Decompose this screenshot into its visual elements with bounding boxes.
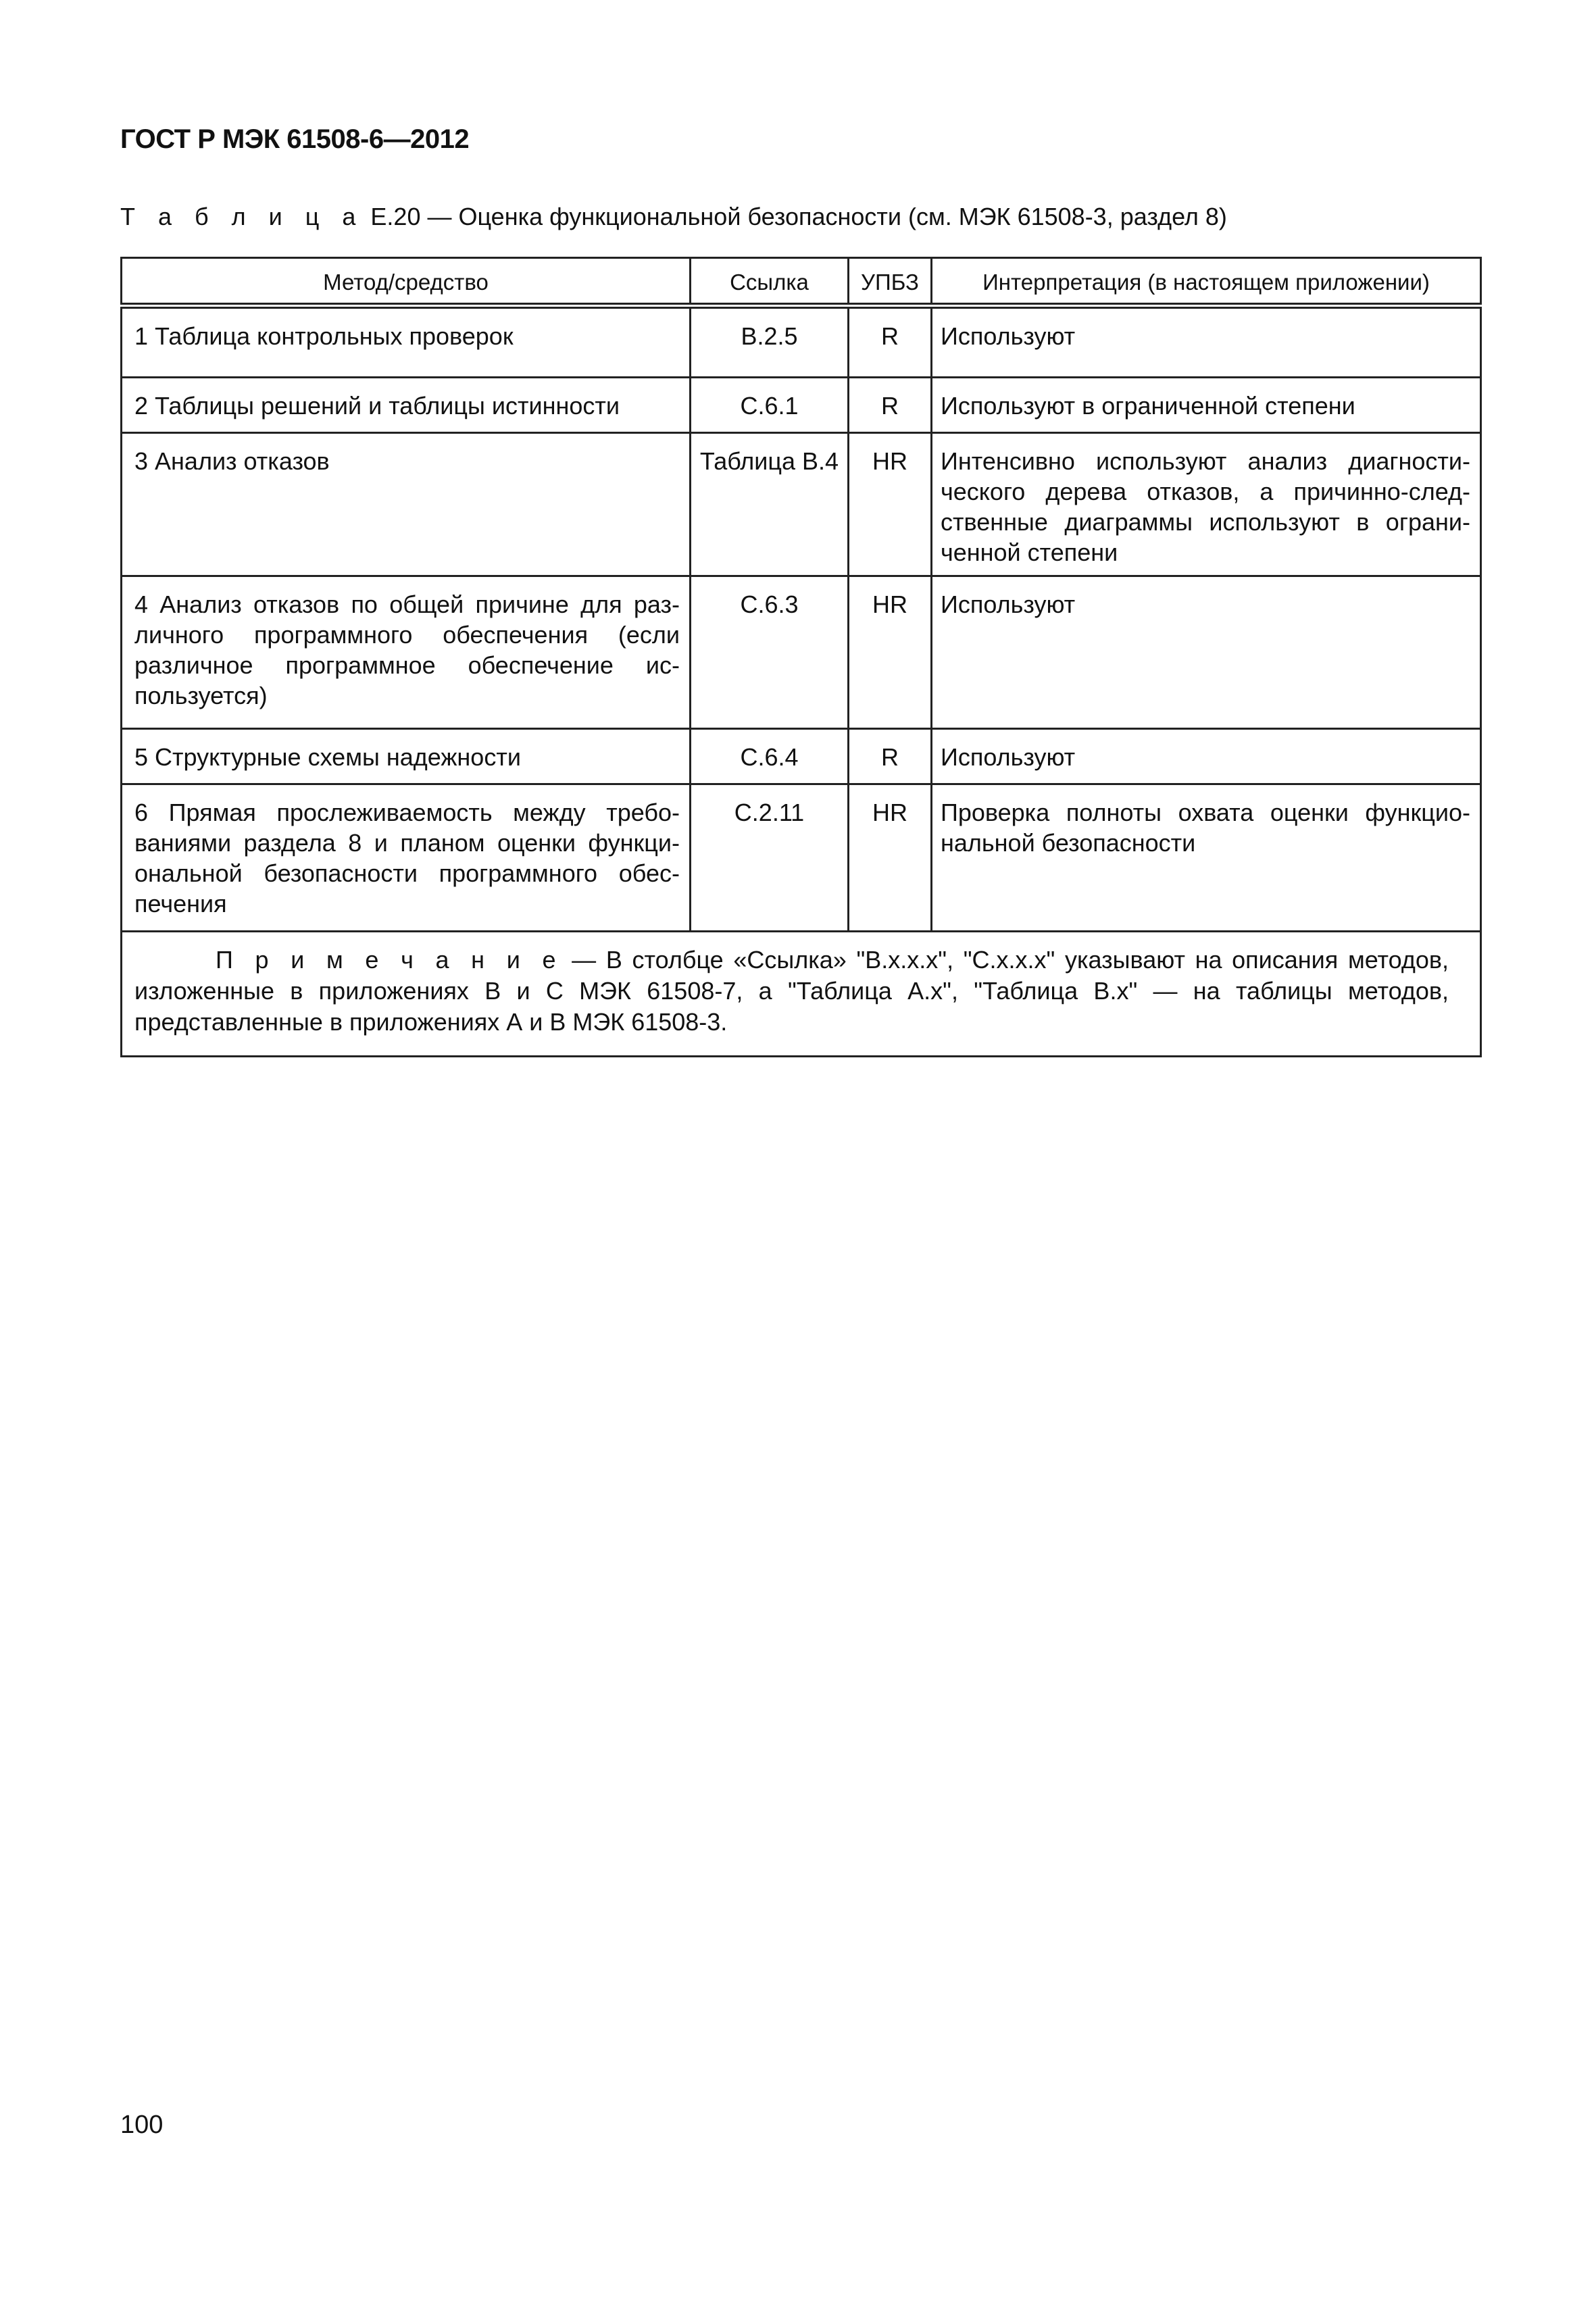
table-row — [122, 729, 1481, 784]
method-cell: 6 Прямая прослеживаемость между требованиями раздела 8 и планом оценки функциональной безопасности программного обеспечения — [122, 784, 691, 932]
column-header-method: Метод/средство — [122, 258, 691, 306]
column-header-reference: Ссылка — [691, 258, 849, 306]
interpretation-cell: Используют — [932, 576, 1481, 729]
level-cell: R — [849, 378, 932, 433]
column-header-interpretation: Интерпретация (в настоящем приложении) — [932, 258, 1481, 306]
interpretation-cell: Интенсивно используют анализ диагностического дерева отказов, а причинно-следственные диаграммы используют в ограниченной степени — [932, 433, 1481, 576]
method-cell: 1 Таблица контрольных проверок — [122, 306, 691, 378]
table-caption — [120, 203, 1227, 231]
method-cell: 4 Анализ отказов по общей причине для различного программного обеспечения (если различное программное обеспечение используется) — [122, 576, 691, 729]
reference-cell: С.6.3 — [691, 576, 849, 729]
interpretation-cell: Используют в ограниченной степени — [932, 378, 1481, 433]
interpretation-cell: Используют — [932, 729, 1481, 784]
level-cell: R — [849, 729, 932, 784]
document-code-header: ГОСТ Р МЭК 61508-6—2012 — [120, 124, 470, 154]
safety-assessment-table — [120, 257, 1482, 1057]
table-row — [122, 433, 1481, 576]
reference-cell: С.6.4 — [691, 729, 849, 784]
table-note-row — [122, 932, 1481, 1057]
reference-cell: Таблица В.4 — [691, 433, 849, 576]
method-cell: 2 Таблицы решений и таблицы истинности — [122, 378, 691, 433]
table-header-row — [122, 258, 1481, 306]
note-text: — В столбце «Ссылка» "В.х.х.х", "С.х.х.х" указывают на описания методов, изложенные в приложениях В и С МЭК 61508-7, а "Таблица А.х", "Таблица В.х" — на таблицы методов, представленные в приложениях А и В МЭК 61508-3. — [134, 946, 1449, 1036]
level-cell: R — [849, 306, 932, 378]
reference-cell: В.2.5 — [691, 306, 849, 378]
method-cell: 5 Структурные схемы надежности — [122, 729, 691, 784]
reference-cell: С.2.11 — [691, 784, 849, 932]
table-row — [122, 784, 1481, 932]
interpretation-cell: Используют — [932, 306, 1481, 378]
level-cell: HR — [849, 784, 932, 932]
column-header-level: УПБЗ — [849, 258, 932, 306]
interpretation-cell: Проверка полноты охвата оценки функциональной безопасности — [932, 784, 1481, 932]
table-caption-label: Т а б л и ц а — [120, 203, 364, 230]
table-row — [122, 378, 1481, 433]
table-note — [122, 932, 1481, 1057]
table-caption-text: Е.20 — Оценка функциональной безопасности (см. МЭК 61508-3, раздел 8) — [364, 203, 1227, 230]
table-row — [122, 576, 1481, 729]
table-row — [122, 306, 1481, 378]
level-cell: HR — [849, 576, 932, 729]
level-cell: HR — [849, 433, 932, 576]
method-cell: 3 Анализ отказов — [122, 433, 691, 576]
reference-cell: С.6.1 — [691, 378, 849, 433]
page-number: 100 — [120, 2111, 164, 2139]
note-label: П р и м е ч а н и е — [216, 946, 562, 974]
